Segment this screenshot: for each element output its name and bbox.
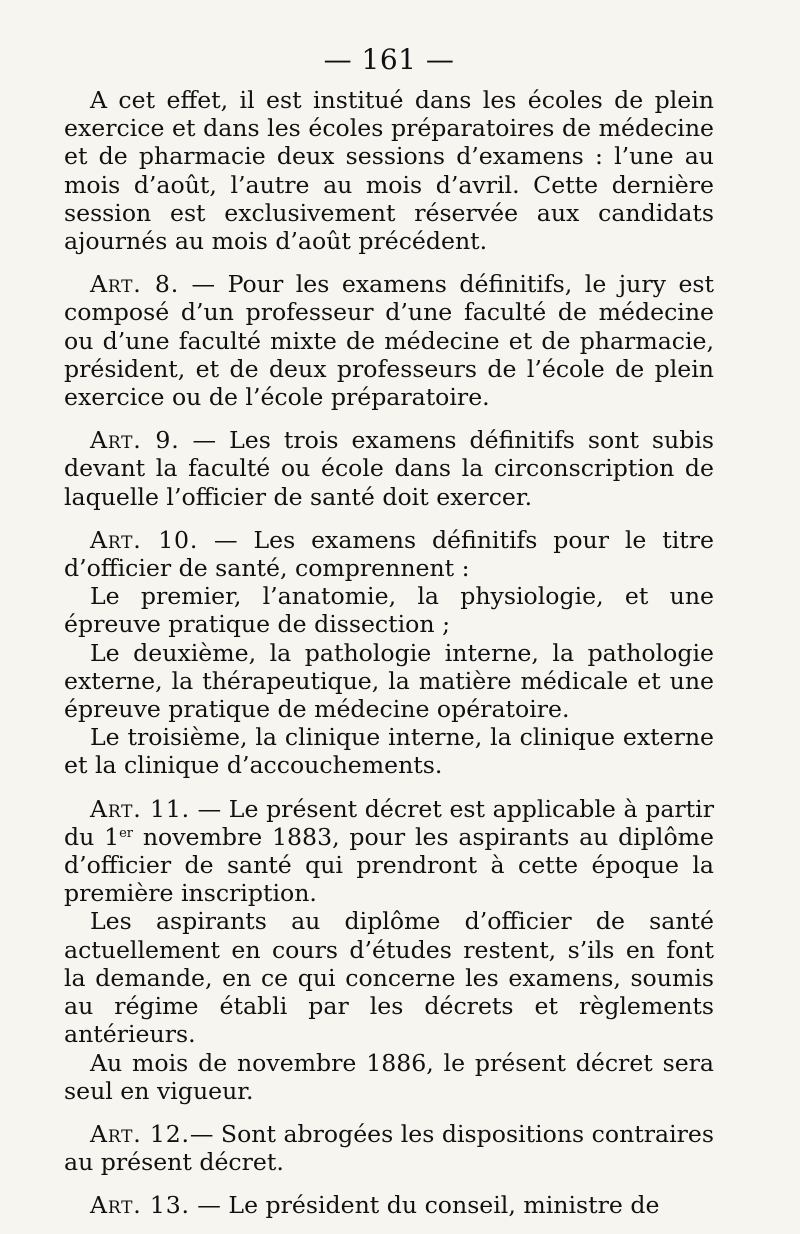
article-10	[64, 526, 714, 582]
article-8	[64, 270, 714, 411]
article-label: Art. 11.	[90, 794, 190, 823]
article-text-after: novembre 1883, pour les aspirants au diplôme d’officier de santé qui prendront à cette époque la première inscription.	[64, 822, 714, 908]
article-13	[64, 1191, 714, 1219]
article-10-item-2: Le deuxième, la pathologie interne, la pathologie externe, la thérapeutique, la matière médicale et une épreuve pratique de médecine opératoire.	[64, 638, 714, 724]
article-text-before: — Le présent décret est applicable à partir du 1	[64, 794, 714, 851]
article-label: Art. 12.	[90, 1119, 190, 1148]
article-text: — Sont abrogées les dispositions contraires au présent décret.	[64, 1119, 714, 1177]
document-page	[64, 40, 714, 1220]
article-9	[64, 426, 714, 511]
article-11	[64, 795, 714, 908]
article-11-para-3: Au mois de novembre 1886, le présent décret sera seul en vigueur.	[64, 1048, 714, 1105]
page-number: — 161 —	[323, 43, 455, 76]
article-10-item-3: Le troisième, la clinique interne, la clinique externe et la clinique d’accouchements.	[64, 723, 714, 780]
article-label: Art. 13.	[90, 1191, 190, 1220]
ordinal-superscript: er	[119, 825, 134, 841]
article-10-item-1: Le premier, l’anatomie, la physiologie, et une épreuve pratique de dissection ;	[64, 582, 714, 639]
paragraph-intro: A cet effet, il est institué dans les écoles de plein exercice et dans les écoles préparatoires de médecine et de pharmacie deux sessions d’examens : l’une au mois d’août, l’autre au mois d’avril. Cette dernière session est exclusivement réservée aux candidats ajournés au mois d’août précédent.	[64, 86, 714, 256]
article-text: — Pour les examens définitifs, le jury est composé d’un professeur d’une faculté de médecine ou d’une faculté mixte de médecine et de pharmacie, président, et de deux professeurs de l’école de plein exercice ou de l’école préparatoire.	[64, 270, 714, 412]
article-12	[64, 1120, 714, 1176]
article-label: Art. 9.	[90, 426, 180, 455]
article-label: Art. 8.	[90, 270, 180, 299]
article-11-para-2: Les aspirants au diplôme d’officier de santé actuellement en cours d’études restent, s’ils en font la demande, en ce qui concerne les examens, soumis au régime établi par les décrets et règlements antérieurs.	[64, 907, 714, 1049]
article-text: — Les trois examens définitifs sont subis devant la faculté ou école dans la circonscription de laquelle l’officier de santé doit exercer.	[64, 426, 714, 511]
article-text: — Les examens définitifs pour le titre d’officier de santé, comprennent :	[64, 525, 714, 583]
article-text: — Le président du conseil, ministre de	[189, 1191, 660, 1220]
article-label: Art. 10.	[90, 525, 199, 554]
